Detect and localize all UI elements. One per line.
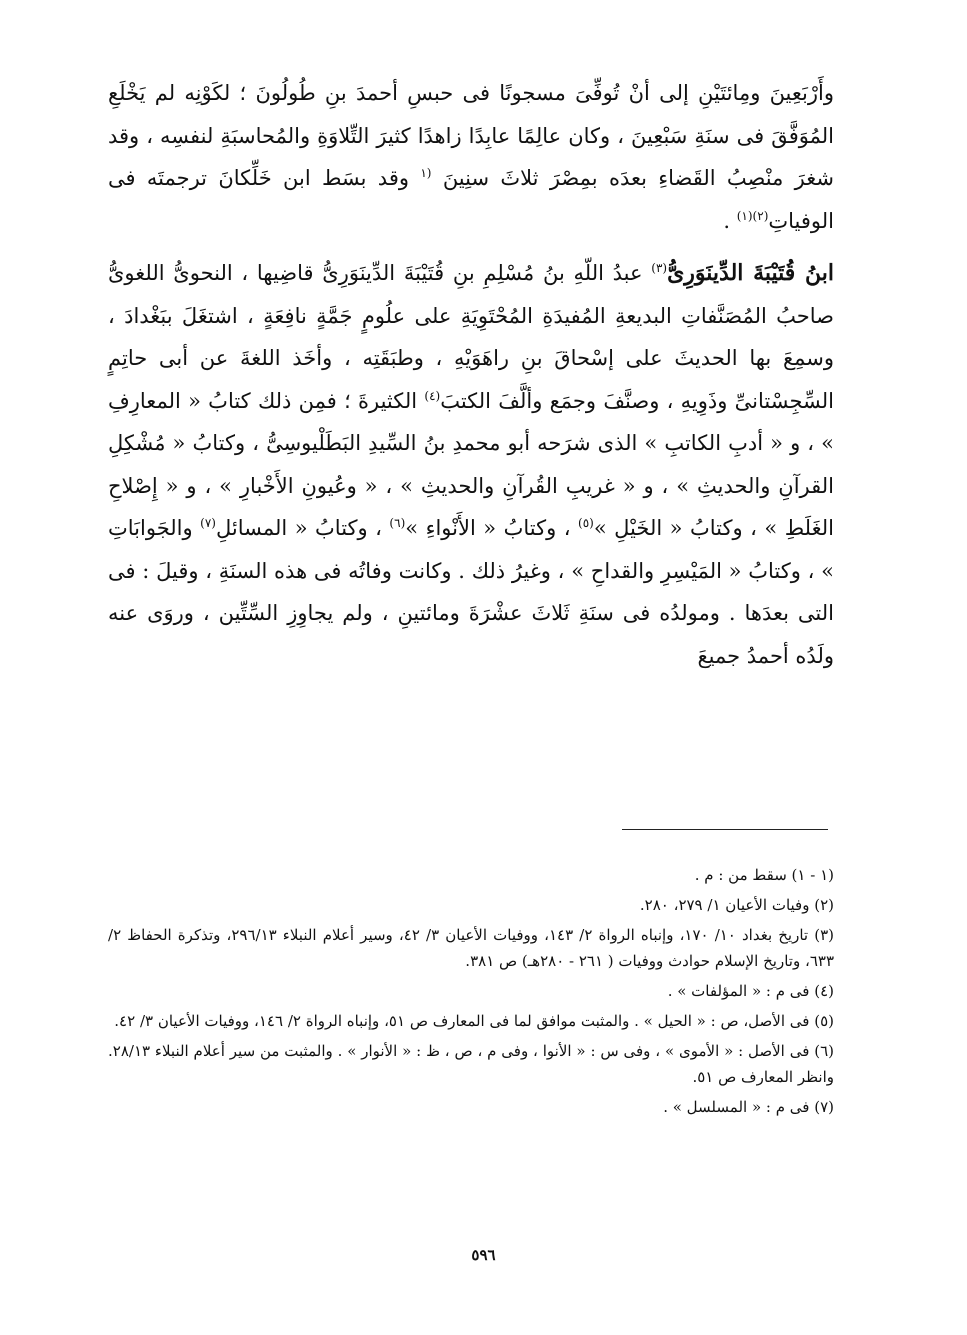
footnote-ref-5: (٥): [578, 516, 594, 530]
footnote-ref-4: (٤): [424, 388, 441, 403]
footnote-5: (٥) فى الأصل، ص : « الحيل » . والمثبت موافق لما فى المعارف ص ٥١، وإنباه الرواة ٢/ ١٤٦، ووفيات الأعيان ٣/ ٤٢.: [114, 1012, 834, 1030]
footnote-ref-2: (٢)(١): [736, 208, 769, 223]
footnote-ref-3: (٣): [651, 261, 668, 275]
paragraph-1-text: وأَرْبَعِينَ ومِائتَيْنِ إلى أنْ تُوفِّىَ مسجونًا فى حبسِ أحمدَ بنِ طُولُونَ ؛ لكَوْنِه لم يَخْلَعِ المُوَفَّقَ فى سنَةِ سَبْعِينَ ، وكان عالِمًا عابِدًا زاهدًا كثيرَ التِّلاوَةِ والمُحاسبَةِ لنفسِه ، وقد شغرَ منْصِبُ القَضاءِ بعدَه بمِصْرَ ثلاثَ سنِينَ: [108, 81, 834, 190]
page-number: ٥٩٦: [471, 1246, 496, 1264]
paragraph-2-part-5: والجَوابَاتِ » ، وكتابُ « المَيْسِرِ والقداحِ » ، وغيرُ ذلك . وكانت وفاتُه فى هذه السنَةِ ، وقيلَ : فى التى بعدَها . ومولدُه فى سنَةِ ثَلاثَ عشْرَةَ ومائتينِ ، ولم يجاوِزِ السِّتِّين ، وروَى عنه ولَدُه أحمدُ جميعَ: [108, 516, 834, 668]
footnote-ref-7: (٧): [200, 516, 216, 530]
paragraph-1-tail: .: [723, 208, 731, 233]
footnote-7: (٧) فى م : « المسلسل » .: [663, 1098, 834, 1116]
paragraph-1-end: وقد بسَط ابن خَلِّكانَ ترجمتَه فى الوفياتِ: [108, 166, 834, 233]
footnote-2: (٢) وفيات الأعيان ١/ ٢٧٩، ٢٨٠.: [639, 896, 834, 914]
footnote-1: (١ - ١) سقط من : م .: [694, 866, 834, 884]
paragraph-2-part-1: عبدُ اللّهِ بنُ مُسْلِمِ بنِ قُتَيْبَةَ الدِّينَوَرِىُّ قاضِيها ، النحوىُّ اللغوىُّ صاحبُ المُصَنَّفاتِ البديعةِ المُفيدَةِ المُحْتَوِيَةِ على علُومٍ جَمَّةٍ نافِعَةٍ ، اشتغَلَ ببَغْدادَ ، وسمِعَ بها الحديثَ على إسْحاقَ بنِ راهَوَيْهِ ، وطبَقَتِه ، وأخَذ اللغةَ عن أبى حاتِمٍ السِّجِسْتانىِّ وذَوِيهِ ، وصنَّفَ وجمَع وألَّفَ الكتبَ: [108, 261, 834, 413]
footnote-separator: [622, 829, 828, 830]
paragraph-2-part-2: الكثيرةَ ؛ فمِن ذلك كتابُ « المعارِفِ » ، و « أدبِ الكاتبِ » الذى شرَحه أبو محمدِ بنُ السِّيدِ البَطَلْيوسِىُّ ، وكتابُ « مُشْكِلِ القرآنِ والحديثِ » ، و « غريبِ القُرآنِ والحديثِ » ، « وعُيونِ الأَخْبارِ » ، و « إِصْلاحِ الغَلَطِ » ، وكتابُ « الخَيْلِ »: [108, 388, 835, 540]
footnote-ref-1: (١: [420, 166, 432, 180]
footnote-4: (٤) فى م : « المؤلفات » .: [667, 982, 834, 1000]
paragraph-2-part-4: ، وكتابُ « المسائلِ: [215, 516, 382, 540]
main-text: [108, 72, 834, 677]
footnote-3: (٣) تاريخ بغداد ١٠/ ١٧٠، وإنباه الرواة ٢/ ١٤٣، ووفيات الأعيان ٣/ ٤٢، وسير أعلام النبلاء ٢٩٦/١٣، وتذكرة الحفاظ ٢/ ٦٣٣، وتاريخ الإسلام حوادث ووفيات ( ٢٦١ - ٢٨٠هـ) ص ٣٨١.: [108, 926, 834, 970]
footnotes: [108, 862, 834, 1124]
entry-heading: ابنُ قُتَيْبَةَ الدِّينَوَرِىُّ: [667, 260, 834, 286]
paragraph-1: [108, 72, 834, 242]
footnote-ref-6: (٦): [389, 516, 406, 530]
paragraph-2: [108, 252, 834, 677]
paragraph-2-part-3: ، وكتابُ « الأَنْواءِ »: [405, 516, 571, 540]
footnote-6: (٦) فى الأصل : « الأموى » ، وفى س : « الأنوا ، وفى م ، ص ، ظ : « الأنوار » . والمثبت من سير أعلام النبلاء ٢٨/١٣. وانظر المعارف ص ٥١.: [108, 1042, 834, 1086]
